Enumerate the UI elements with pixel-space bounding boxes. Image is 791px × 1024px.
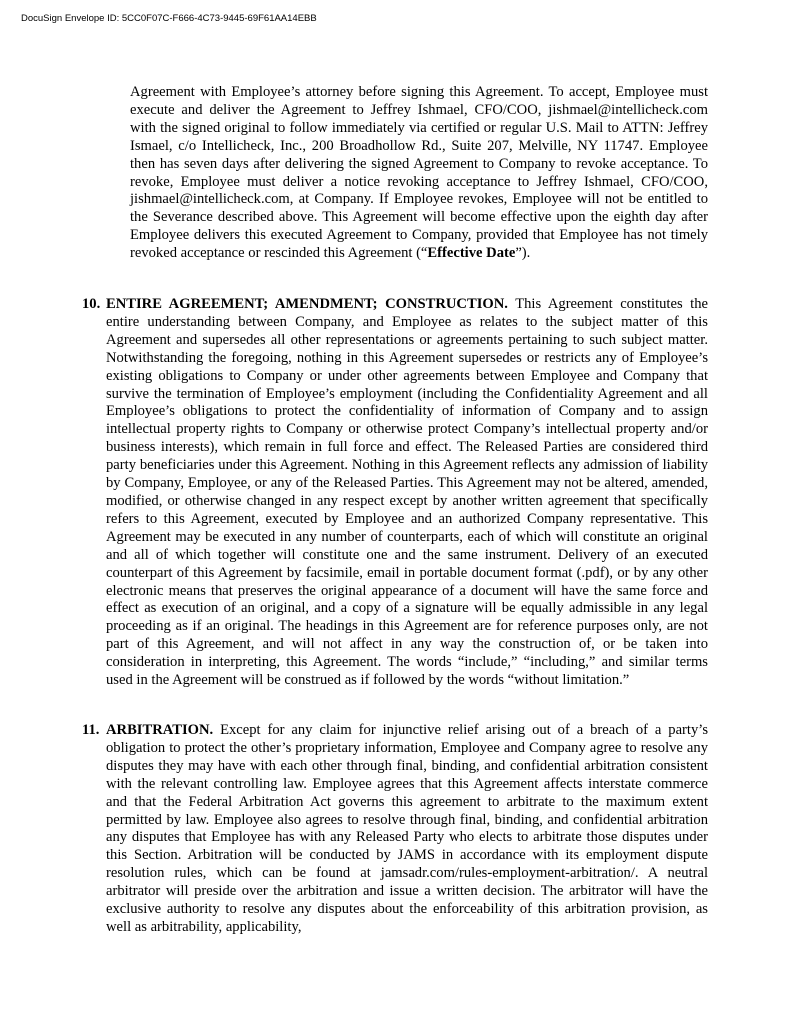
continuation-text: Agreement with Employee’s attorney before signing this Agreement. To accept, Employee must execute and deliver the Agreement to Jeffrey Ishmael, CFO/COO, jishmael@intellicheck.com with the signed original to follow immediately via certified or regular U.S. Mail to ATTN: Jeffrey Ismael, c/o Intellicheck, Inc., 200 Broadhollow Rd., Suite 207, Melville, NY 11747. Employee then has seven days after delivering the signed Agreement to Company to revoke acceptance. To revoke, Employee must deliver a notice revoking acceptance to Jeffrey Ishmael, CFO/COO, jishmael@intellicheck.com, at Company. If Employee revokes, Employee will not be entitled to the Severance described above. This Agreement will become effective upon the eighth day after Employee delivers this executed Agreement to Company, provided that Employee has not timely revoked acceptance or rescinded this Agreement (“ bbox=[130, 84, 708, 262]
section-number: 10. bbox=[82, 296, 101, 312]
section-number: 11. bbox=[82, 722, 100, 738]
section-paragraph bbox=[106, 722, 708, 937]
continuation-paragraph bbox=[130, 84, 708, 263]
section-paragraph bbox=[106, 296, 708, 690]
effective-date-term: Effective Date bbox=[427, 245, 516, 262]
section-heading: ENTIRE AGREEMENT; AMENDMENT; CONSTRUCTION. bbox=[106, 296, 508, 312]
section-10 bbox=[82, 296, 708, 690]
docusign-envelope-id: DocuSign Envelope ID: 5CC0F07C-F666-4C73-9445-69F61AA14EBB bbox=[21, 13, 317, 24]
section-11 bbox=[82, 722, 708, 937]
section-body: Except for any claim for injunctive relief arising out of a breach of a party’s obligation to protect the other’s proprietary information, Employee and Company agree to resolve any disputes they may have with each other through final, binding, and confidential arbitration consistent with the relevant controlling law. Employee agrees that this Agreement affects interstate commerce and that the Federal Arbitration Act governs this agreement to arbitrate to the maximum extent permitted by law. Employee also agrees to resolve through final, binding, and confidential arbitration any disputes that Employee has with any Released Party who elects to arbitrate those disputes under this Section. Arbitration will be conducted by JAMS in accordance with its employment dispute resolution rules, which can be found at jamsadr.com/rules-employment-arbitration/. A neutral arbitrator will preside over the arbitration and issue a written decision. The arbitrator will have the exclusive authority to resolve any disputes about the enforceability of this arbitration provision, as well as arbitrability, applicability, bbox=[106, 722, 708, 935]
section-body: This Agreement constitutes the entire understanding between Company, and Employee as relates to the subject matter of this Agreement and supersedes all other representations or agreements pertaining to such subject matter. Notwithstanding the foregoing, nothing in this Agreement supersedes or restricts any of Employee’s existing obligations to Company or under other agreements between Employee and Company that survive the termination of Employee’s employment (including the Confidentiality Agreement and all Employee’s obligations to protect the confidentiality of information of Company and to assign intellectual property rights to Company or otherwise protect Company’s intellectual property and/or business interests), which remain in full force and effect. The Released Parties are considered third party beneficiaries under this Agreement. Nothing in this Agreement reflects any admission of liability by Company, Employee, or any of the Released Parties. This Agreement may not be altered, amended, modified, or otherwise changed in any respect except by another written agreement that specifically refers to this Agreement, executed by Employee and an authorized Company representative. This Agreement may be executed in any number of counterparts, each of which will constitute an original and all of which together will constitute one and the same instrument. Delivery of an executed counterpart of this Agreement by facsimile, email in portable document format (.pdf), or by any other electronic means that preserves the original appearance of a document will have the same force and effect as execution of an original, and a copy of a signature will be equally admissible in any legal proceeding as if an original. The headings in this Agreement are for reference purposes only, are not part of this Agreement, and will not affect in any way the construction of, or be taken into consideration in interpreting, this Agreement. The words “include,” “including,” and similar terms used in the Agreement will be construed as if followed by the words “without limitation.” bbox=[106, 296, 708, 689]
continuation-closing: ”). bbox=[515, 245, 531, 262]
section-heading: ARBITRATION. bbox=[106, 722, 214, 738]
